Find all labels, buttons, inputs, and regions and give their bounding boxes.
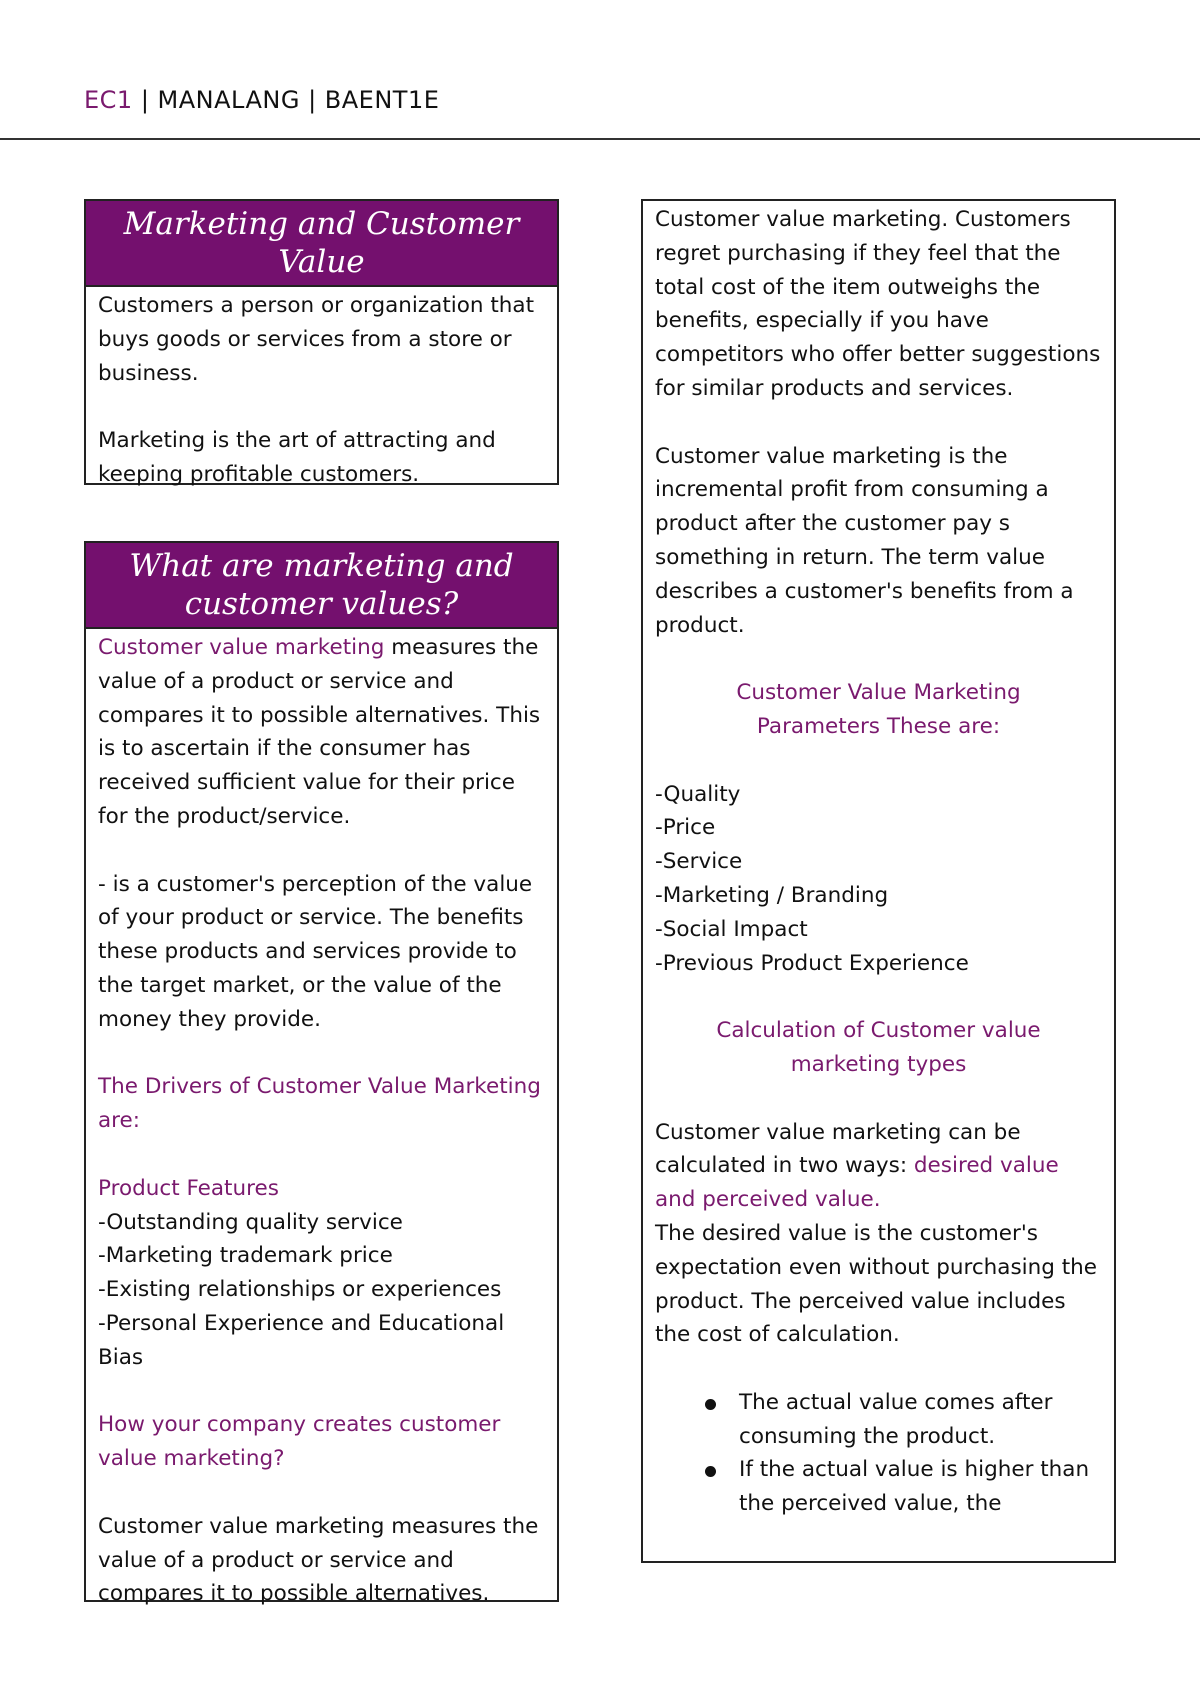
bullet-item: If the actual value is higher than the perceived value, the	[655, 1453, 1102, 1521]
list-item: -Existing relationships or experiences	[98, 1277, 502, 1303]
highlight-term: desired value and perceived value.	[655, 1153, 1059, 1213]
what-are-marketing-box	[84, 541, 559, 1607]
incremental-profit-paragraph: Customer value marketing is the incremental profit from consuming a product after the customer pay s something in return. The term value describes a customer's benefits from a product.	[655, 443, 1074, 638]
actual-value-bullets	[655, 1386, 1102, 1521]
paragraph-text: Customer value marketing can be calculated in two ways:	[655, 1119, 1021, 1179]
header-separator: |	[299, 86, 325, 114]
paragraph-text: measures the value of a product or service and compares it to possible alternatives. This is to ascertain if the consumer has received sufficient value for their price for the product/service.	[98, 635, 541, 829]
drivers-heading: The Drivers of Customer Value Marketing are:	[98, 1074, 541, 1134]
customers-definition: Customers a person or organization that buys goods or services from a store or business.	[98, 293, 535, 386]
box-body	[86, 287, 557, 492]
marketing-customer-value-box	[84, 199, 559, 485]
list-item: -Social Impact	[655, 916, 808, 942]
page-header	[84, 86, 439, 114]
box-title: Marketing and Customer Value	[86, 201, 557, 287]
list-item: -Marketing / Branding	[655, 882, 889, 908]
list-item: -Price	[655, 815, 716, 841]
creates-value-heading: How your company creates customer value marketing?	[98, 1412, 501, 1472]
parameters-list	[655, 778, 1102, 981]
list-item: -Marketing trademark price	[98, 1243, 393, 1269]
desired-value-paragraph: The desired value is the customer's expectation even without purchasing the product. The perceived value includes the cost of calculation.	[655, 1220, 1098, 1348]
bullet-item: The actual value comes after consuming the product.	[655, 1386, 1102, 1454]
section-code: BAENT1E	[324, 86, 440, 114]
header-divider	[0, 138, 1200, 140]
course-code: EC1	[84, 86, 133, 114]
box-body	[643, 201, 1114, 1521]
student-name: MANALANG	[157, 86, 300, 114]
calculation-heading: Calculation of Customer value marketing types	[716, 1018, 1041, 1077]
product-features-heading: Product Features	[98, 1175, 279, 1201]
header-separator: |	[132, 86, 158, 114]
customer-value-marketing-paragraph	[98, 631, 545, 834]
perception-paragraph: - is a customer's perception of the value of your product or service. The benefits these products and services provide to the target market, or the value of the money they provide.	[98, 871, 533, 1032]
list-item: -Service	[655, 849, 743, 875]
regret-paragraph: Customer value marketing. Customers regret purchasing if they feel that the total cost of the item outweighs the benefits, especially if you have competitors who offer better suggestions for similar products and services.	[655, 207, 1101, 401]
customer-value-marketing-box	[641, 199, 1116, 1563]
list-item: -Quality	[655, 781, 741, 807]
box-body	[86, 629, 557, 1611]
highlight-term: Customer value marketing	[98, 635, 385, 660]
list-item: -Outstanding quality service	[98, 1209, 403, 1235]
parameters-heading: Customer Value Marketing Parameters These are:	[736, 680, 1021, 739]
two-ways-paragraph	[655, 1116, 1102, 1217]
list-item: -Personal Experience and Educational Bias	[98, 1310, 505, 1370]
list-item: -Previous Product Experience	[655, 950, 969, 976]
features-list	[98, 1206, 545, 1375]
marketing-definition: Marketing is the art of attracting and keeping profitable customers.	[98, 428, 496, 487]
box-title: What are marketing and customer values?	[86, 543, 557, 629]
measures-paragraph: Customer value marketing measures the value of a product or service and compares it to possible alternatives.	[98, 1513, 539, 1607]
